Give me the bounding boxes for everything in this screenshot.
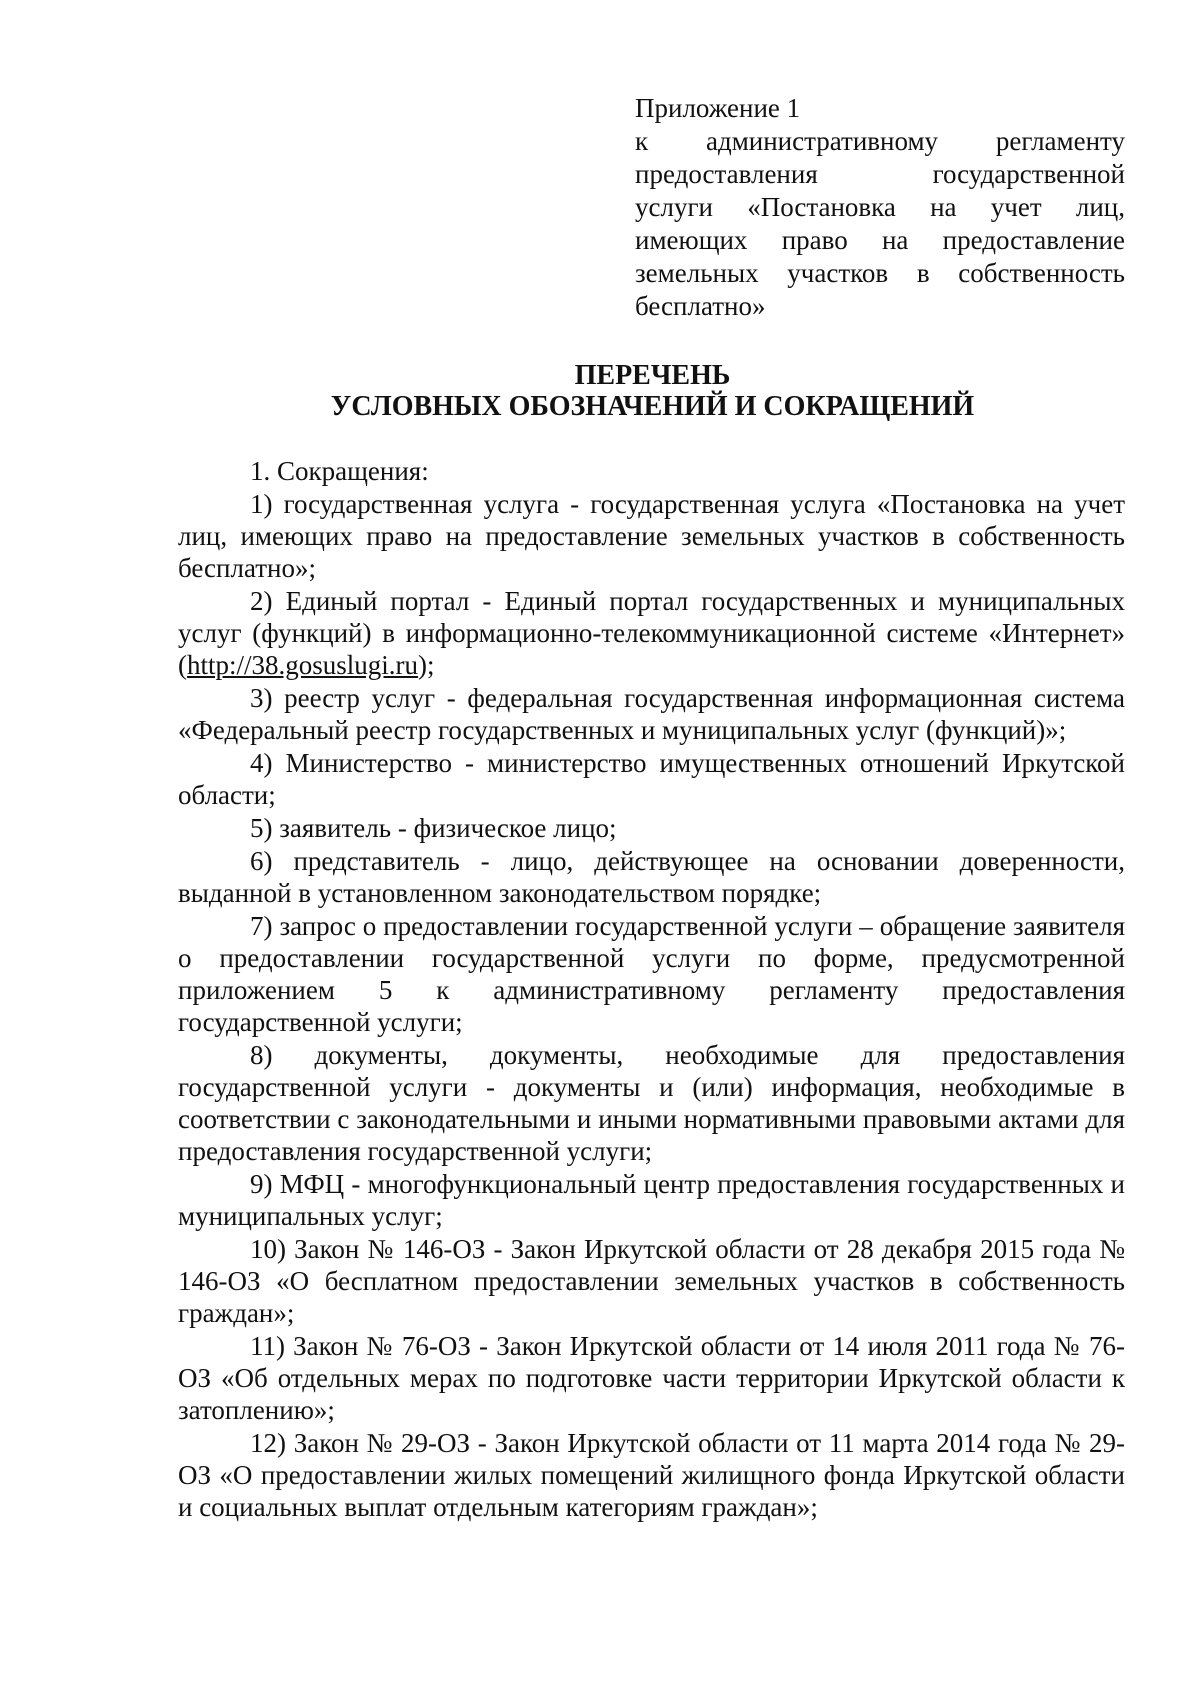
list-item: 6) представитель - лицо, действующее на основании доверенности, выданной в установленном законодательством порядке; — [178, 846, 1125, 908]
list-item: 8) документы, документы, необходимые для предоставления государственной услуги - документы и (или) информация, необходимые в соответствии с законодательными и иными нормативными правовыми актами для предоставления государственной услуги; — [178, 1040, 1125, 1166]
appendix-line: к административному регламенту — [635, 126, 1125, 156]
list-item: 11) Закон № 76-ОЗ - Закон Иркутской области от 14 июля 2011 года № 76-ОЗ «Об отдельных мерах по подготовке части территории Иркутской области к затоплению»; — [178, 1331, 1125, 1425]
section-title: 1. Сокращения: — [250, 456, 429, 486]
appendix-line: услуги «Постановка на учет лиц, — [635, 192, 1125, 222]
list-item: 7) запрос о предоставлении государственной услуги – обращение заявителя о предоставлении государственной услуги по форме, предусмотренной приложением 5 к административному регламенту предоставления государственной услуги; — [178, 911, 1125, 1037]
appendix-block — [635, 92, 1125, 323]
list-item: 12) Закон № 29-ОЗ - Закон Иркутской области от 11 марта 2014 года № 29-ОЗ «О предоставлении жилых помещений жилищного фонда Иркутской области и социальных выплат отдельным категориям граждан»; — [178, 1428, 1125, 1522]
list-item: 3) реестр услуг - федеральная государственная информационная система «Федеральный реестр государственных и муниципальных услуг (функций)»; — [178, 683, 1125, 745]
list-item — [178, 585, 1125, 681]
list-item-suffix: ); — [418, 650, 435, 680]
list-item: 9) МФЦ - многофункциональный центр предоставления государственных и муниципальных услуг; — [178, 1169, 1125, 1231]
appendix-line: имеющих право на предоставление — [635, 225, 1125, 255]
list-item-text: 2) Единый портал - Единый портал государственных и муниципальных услуг (функций) в информационно-телекоммуникационной системе «Интернет» ( — [178, 586, 1125, 680]
appendix-line: земельных участков в собственность — [635, 258, 1125, 288]
appendix-title: Приложение 1 — [635, 93, 801, 123]
portal-link[interactable]: http://38.gosuslugi.ru — [187, 650, 419, 680]
list-item: 4) Министерство - министерство имущественных отношений Иркутской области; — [178, 748, 1125, 810]
body-text — [178, 455, 1125, 1524]
heading-title: ПЕРЕЧЕНЬ — [574, 360, 731, 391]
appendix-line: предоставления государственной — [635, 159, 1125, 189]
list-item: 1) государственная услуга - государственная услуга «Постановка на учет лиц, имеющих право на предоставление земельных участков в собственность бесплатно»; — [178, 489, 1125, 583]
list-item: 5) заявитель - физическое лицо; — [250, 813, 617, 843]
heading-subtitle: УСЛОВНЫХ ОБОЗНАЧЕНИЙ И СОКРАЩЕНИЙ — [330, 391, 975, 422]
list-item: 10) Закон № 146-ОЗ - Закон Иркутской области от 28 декабря 2015 года № 146-ОЗ «О бесплатном предоставлении земельных участков в собственность граждан»; — [178, 1234, 1125, 1328]
appendix-line: бесплатно» — [635, 291, 766, 321]
